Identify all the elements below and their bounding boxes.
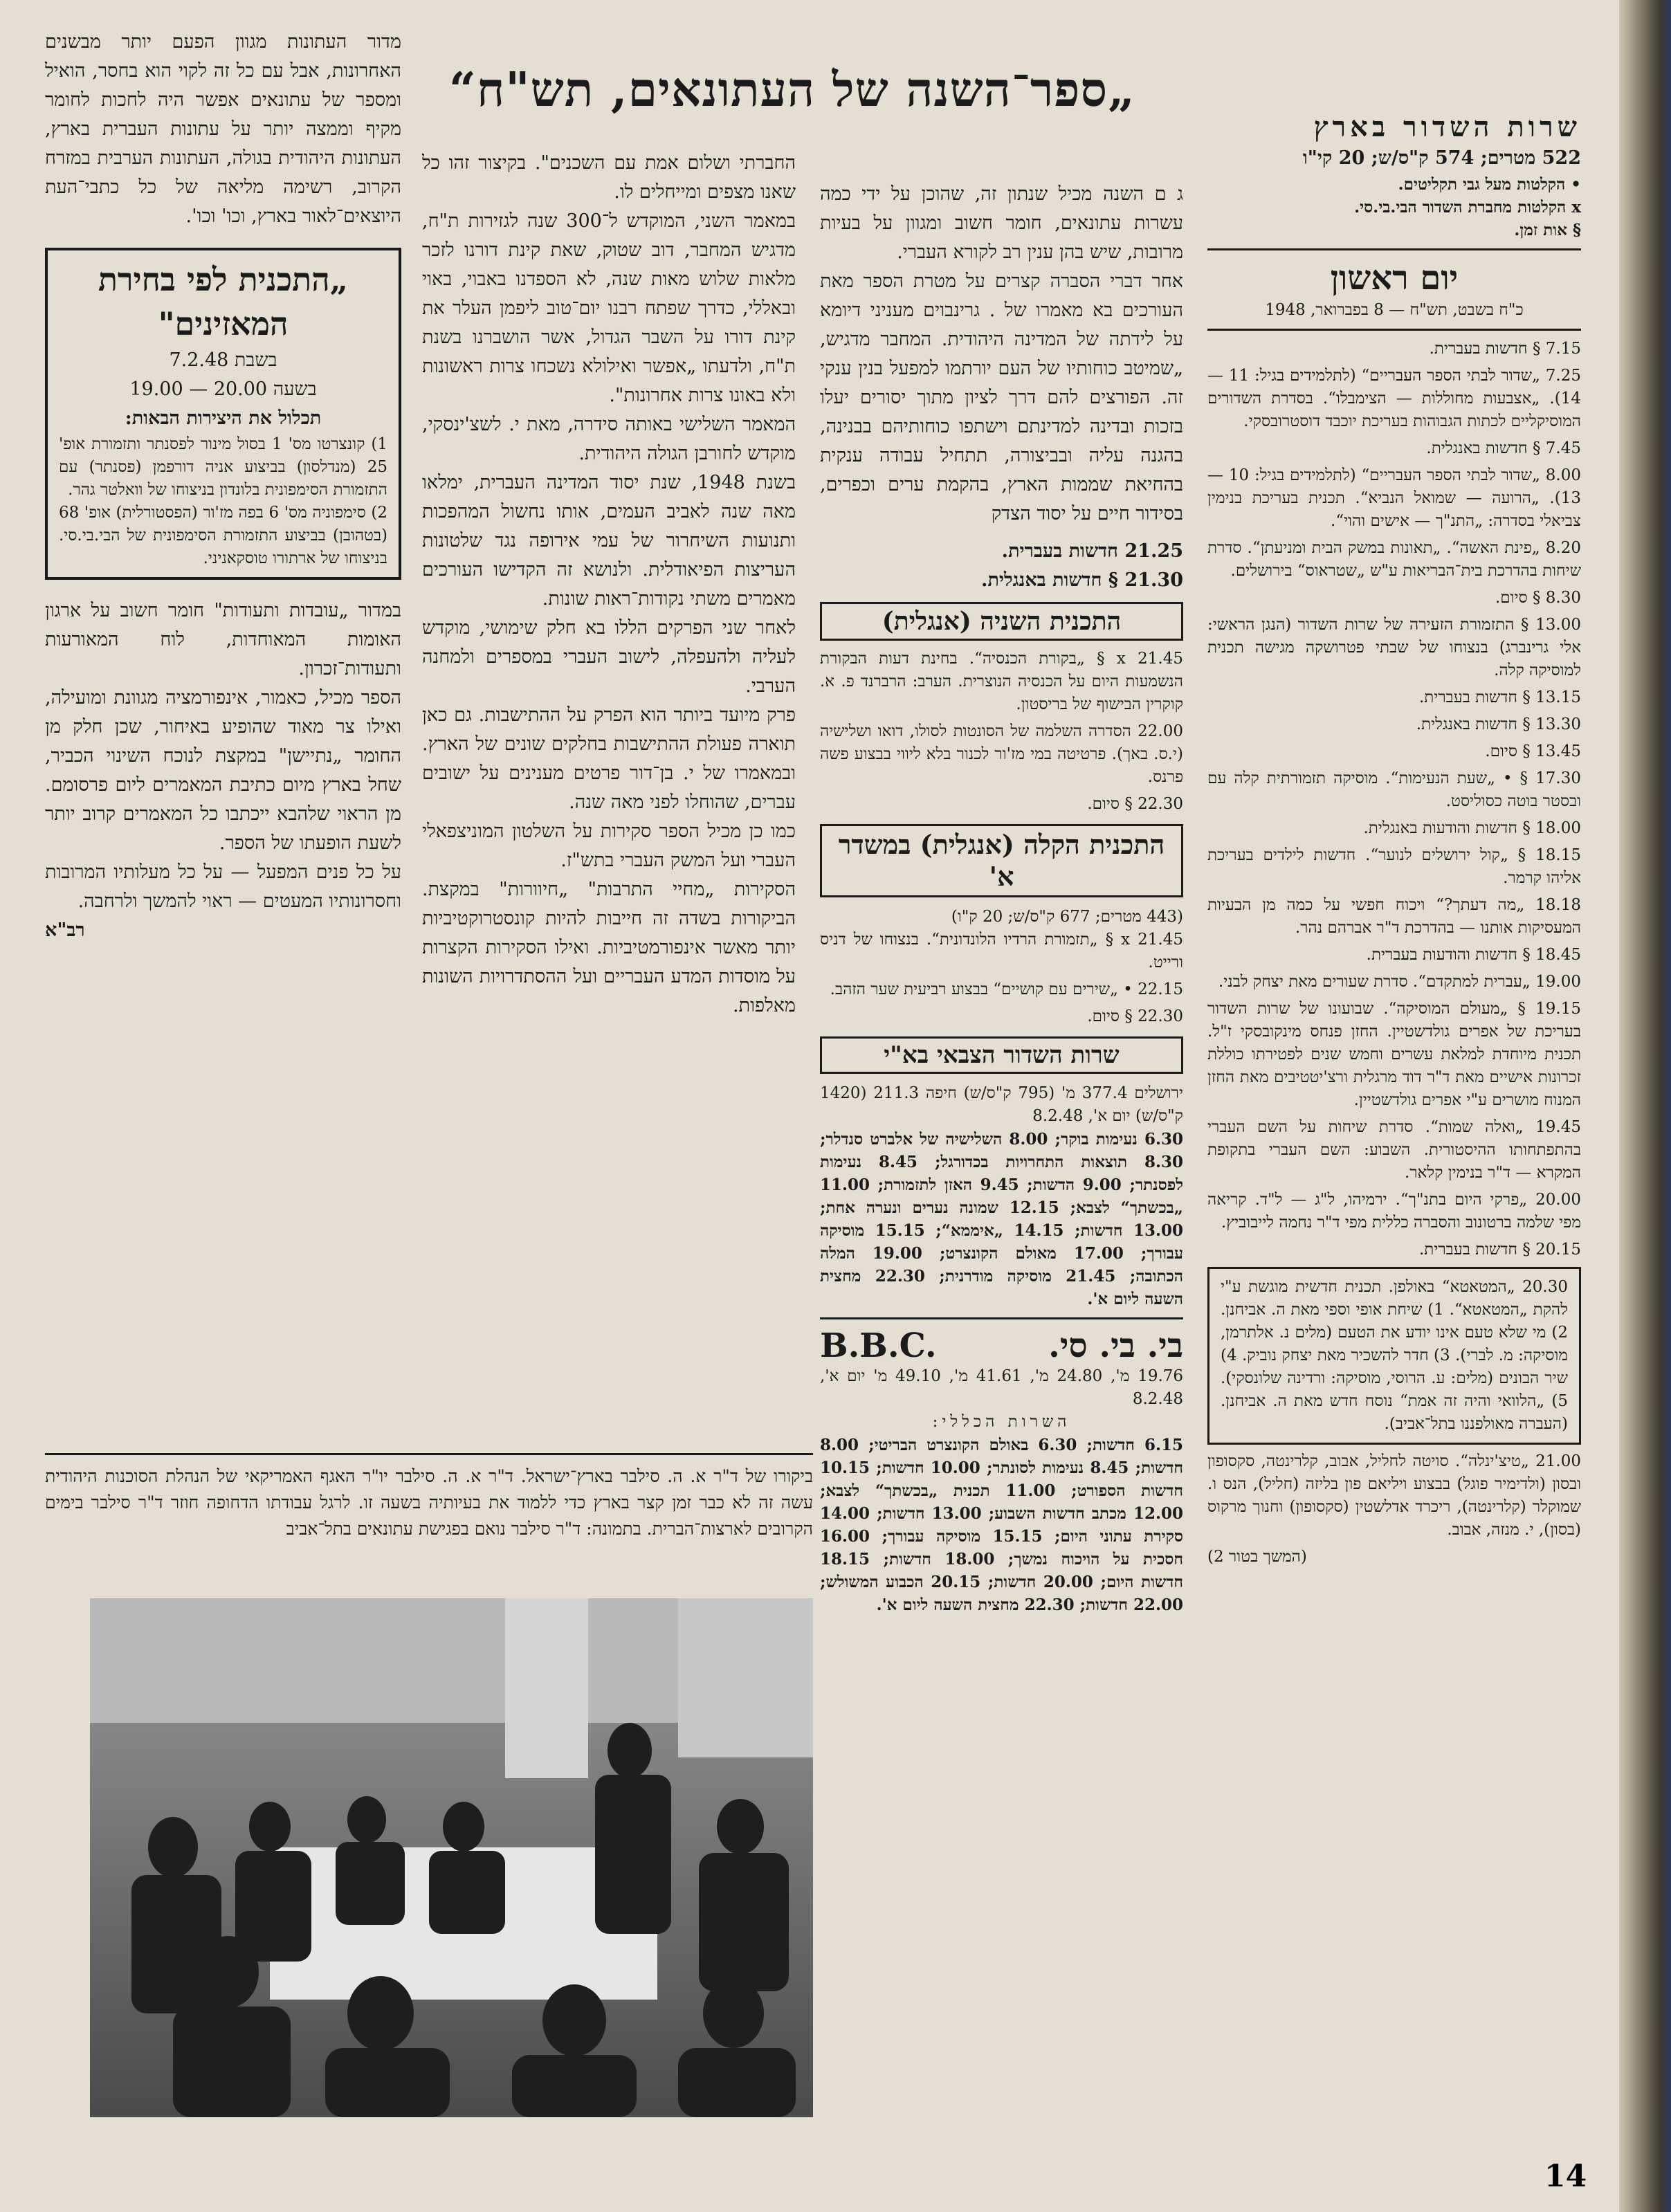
- program-item: 21.45 x § „תזמורת הרדיו הלונדונית“. בנצוחו של דניס ורייט.: [820, 931, 1183, 971]
- book-spine: [1619, 0, 1671, 2212]
- article-paragraph: הסקירות „מחיי התרבות" „חיוורות" במקצת. הביקורות בשדה זה חייבות להיות קונסטרוקטיביות יותר מאשר אינפורמטיביות. ואילו הסקירות הקצרות על מוסדות המדע העבריים ועל ההסתדרויות השונות מאלפות.: [422, 879, 796, 1016]
- program-item: 22.15 • „שירים עם קושיים“ בבצוע רביעית שער הזהב.: [830, 980, 1183, 998]
- army-station-schedule: 6.30 נעימות בוקר; 8.00 השלישיה של אלברט סנדלר; 8.30 תוצאות התחרויות בכדורגל; 8.45 נעימות לפסנתר; 9.00 הדשות; 9.45 האזן לתזמורת; 11.00 „בכשתך“ לצבא; 12.15 שמונה נערים ונערה אחת; 13.00 חדשות; 14.15 „איממא“; 15.15 מוסיקה עבורך; 17.00 מאולם הקונצרט; 19.00 המלה הכתובה; 21.45 מוסיקה מודרנית; 22.30 מחצית השעה ליום א'.: [820, 1130, 1184, 1308]
- schedule-item: 19.45 „ואלה שמות“. סדרת שיחות על השם העברי בהתפתחותו ההיסטורית. השבוע: השם העברי בתקופת המקרא — ד"ר בנימין קלאר.: [1207, 1118, 1581, 1182]
- station-title: שרות השדור בארץ: [1313, 111, 1581, 143]
- listeners-choice-title: „התכנית לפי בחירת המאזינים": [98, 261, 349, 342]
- schedule-item: 19.15 § „מעולם המוסיקה“. שבועונו של שרות השדור בעריכת של אפרים גולדשטיין. החזן פנחס מינקובסקי ז"ל. תכנית מיוחדת למלאת עשרים וחמש שנים לפטירתו כוללת זכרונות אישיים מאת ד"ר דוד מרגלית ורצ'יטטיבים מאת החזן המנוח מושרים ע"י אפרים גולדשטיין.: [1207, 1000, 1581, 1109]
- divider: [820, 1317, 1183, 1319]
- program-item: 21.45 x § „בקורת הכנסיה“. בחינת דעות הבקורת הנשמעות היום על הכנסיה הנוצרית. הערב: הרברנד פ. א. קוקרין הבישוף של בריסטון.: [820, 650, 1183, 713]
- schedule-item: 18.15 § „קול ירושלים לנוער“. חדשות לילדים בעריכת אליהו קרמר.: [1207, 846, 1581, 887]
- listeners-choice-item: 1) קונצרטו מס' 1 בסול מינור לפסנתר ותזמורת אופ' 25 (מנדלסון) בביצוע אניה דורפמן (פסנתר) עם התזמורת הסימפונית בלונדון בניצוחו של וואלטר גהר.: [59, 435, 387, 499]
- article-column-3: [422, 149, 796, 1021]
- light-program-title: התכנית הקלה (אנגלית) במשדר א': [820, 824, 1183, 897]
- schedule-item: 7.45 § חדשות באנגלית.: [1426, 439, 1581, 457]
- day-date: כ"ח בשבט, תש"ח — 8 בפברואר, 1948: [1265, 301, 1524, 319]
- article-paragraph: החברתי ושלום אמת עם השכנים". בקיצור זהו כל שאנו מצפים ומייחלים לו.: [422, 152, 796, 203]
- listeners-choice-time: בשעה 20.00 — 19.00: [129, 378, 317, 400]
- listeners-choice-box: [45, 248, 401, 580]
- schedule-item: 8.30 § סיום.: [1495, 589, 1581, 607]
- divider: [1207, 329, 1581, 331]
- schedule-list: [1207, 338, 1581, 1261]
- page-number: 14: [1544, 2159, 1587, 2194]
- schedule-column: [1207, 111, 1581, 1569]
- bbc-title-hebrew: בי. בי. סי.: [1048, 1326, 1183, 1365]
- article-paragraph: על כל פנים המפעל — על כל מעלותיו המרובות וחסרונותיו המעטים — ראוי להמשך ולרחבה.: [45, 861, 401, 912]
- schedule-item: 17.30 § • „שעת הנעימות“. מוסיקה תזמורתית קלה עם ובסטר בוטה כסוליסט.: [1207, 769, 1581, 810]
- headline: „ספר־השנה של העתונאים, תש"ח“: [448, 62, 1136, 118]
- schedule-item: 20.15 § חדשות בעברית.: [1418, 1241, 1581, 1259]
- listeners-choice-intro: תכלול את היצירות הבאות:: [125, 408, 322, 429]
- schedule-item: 19.00 „עברית למתקדם“. סדרת שעורים מאת יצחק לבני.: [1218, 973, 1581, 991]
- schedule-item: 8.20 „פינת האשה“. „תאונות במשק הבית ומניעתן“. סדרת שיחות בהדרכת בית־הבריאות ע"ש „שטראוס“ בירושלים.: [1207, 539, 1581, 580]
- schedule-item: 18.18 „מה דעתך?“ ויכוח חפשי על כמה מן הבעיות המעסיקות אותנו — בהדרכת ד"ר אברהם נהר.: [1207, 896, 1581, 937]
- photo-caption: ביקורו של ד"ר א. ה. סילבר בארץ־ישראל. ד"ר א. ה. סילבר יו"ר האגף האמריקאי של הנהלת הסוכנות היהודית עשה זה לא כבר זמן קצר בארץ כדי ללמוד את בעיותיה בשעה זו. לרגל עבודתו הדחופה חוזר ד"ר סילבר בימים הקרובים לארצות־הברית. בתמונה: ד"ר סילבר נואם בפגישת עתונאים בתל־אביב: [45, 1453, 813, 1542]
- schedule-item: 13.30 § חדשות באנגלית.: [1416, 715, 1581, 733]
- schedule-item: 18.00 § חדשות והודעות באנגלית.: [1363, 819, 1581, 837]
- legend-bbc: x הקלטות מחברת השדור הבי.בי.סי.: [1354, 198, 1581, 217]
- bbc-header: [820, 1326, 1183, 1365]
- news-item: 21.25 חדשות בעברית.: [1001, 540, 1183, 562]
- article-paragraph: במדור „עובדות ותעודות" חומר חשוב על ארגון האומות המאוחדות, לוח המאורעות ותעודות־זכרון.: [45, 600, 401, 679]
- bbc-title-english: B.B.C.: [820, 1326, 937, 1365]
- article-paragraph: כמו כן מכיל הספר סקירות על השלטון המוניצפאלי העברי ועל המשק העברי בתש"ז.: [422, 821, 796, 871]
- article-paragraph: הספר מכיל, כאמור, אינפורמציה מגוונת ומועילה, ואילו צר מאוד שהופיע באיחור, שכן חלק מן החומר „נתיישן" במקצת לנוכח השינוי הכביר, שחל בארץ מיום כתיבת המאמרים ליום פרסומם. מן הראוי שלהבא ייכתבו כל המאמרים קרוב יותר לשעת הופעתו של הספר.: [45, 687, 401, 854]
- article-paragraph: פרק מיועד ביותר הוא הפרק על ההתישבות. גם כאן תוארה פעולת ההתישבות בחלקים שונים של הארץ. ובמאמרו של י. בן־דור פרטים מענינים על ישובים עברים, שהוחלו לפני מאה שנה.: [422, 704, 796, 813]
- article-column-2: [820, 180, 1183, 1616]
- army-station-info: ירושלים 377.4 מ' (795 ק"ס/ש) חיפה 211.3 (1420 ק"ס/ש) יום א', 8.2.48: [820, 1084, 1183, 1125]
- article-paragraph: במאמר השני, המוקדש ל־300 שנה לגזירות ת"ח, מדגיש המחבר, דוב שטוק, שאת קינת דורנו לזכר מלאות שלוש מאות שנה, לא הספדנו באבוי, באוי ובאללי, כדרך שפתח רבנו יום־טוב ליפמן העלר את קינת דורו על השבר הגדול, אשר הושברנו בשנת ת"ח, ולדעתו „אפשר ואילולא נשכחו צרות ראשונות ולא באונו צרות אחרונות".: [422, 210, 796, 406]
- listeners-choice-date: בשבת 7.2.48: [169, 349, 277, 371]
- bbc-general: השרות הכללי:: [932, 1413, 1071, 1431]
- article-paragraph: בשנת 1948, שנת יסוד המדינה העברית, ימלאו מאה שנה לאביב העמים, אותו נחשול המהפכות ותנועות השיחרור של עמי אירופה נגד שלטונות העריצות הפיאודלית. ולנושא זה הקדישו העורכים מאמרים משתי נקודות־ראות שונות.: [422, 472, 796, 610]
- article-paragraph: המאמר השלישי באותה סידרה, מאת י. לשצ'ינסקי, מוקדש לחורבן הגולה היהודית.: [422, 414, 796, 464]
- schedule-item: 13.00 § התזמורת הזעירה של שרות השדור (הנגן הראשי: אלי גרינברג) בנצוחו של שבתי פטרושקה מגישה תכנית למוסיקה קלה.: [1207, 616, 1581, 679]
- boxed-program: 20.30 „המטאטא“ באולפן. תכנית חדשית מוגשת ע"י להקת „המטאטא“. 1) שיחת אופי וספי מאת ה. אביחנן. 2) מי שלא טעם אינו יודע את הטעם (מלים נ. אלתרמן, מוסיקה: מ. לברי). 3) חדר להשכיר מאת יצחק נוביק. 4) שיר הבונים (מלים: ע. הרוסי, מוסיקה: ורדינה שלונסקי). 5) „הלוואי והיה זה אמת“ נוסח חדש מאת ה. אביחנן. (העברה מאולפננו בתל־אביב).: [1207, 1267, 1581, 1445]
- article-column-4: [45, 28, 401, 945]
- army-station-title: שרות השדור הצבאי בא"י: [820, 1036, 1183, 1074]
- schedule-item: 7.25 „שדור לבתי הספר העבריים“ (לתלמידים בגיל: 11 — 14). „אצבעות מחוללות — הצימבלו“. בסדרת השדורים המוסיקליים לכתות הגבוהות בעריכת יוכבד דוסטרובסקי.: [1207, 367, 1581, 430]
- bbc-info: 19.76 מ', 24.80 מ', 41.61 מ', 49.10 מ' יום א', 8.2.48: [820, 1367, 1184, 1408]
- divider: [1207, 248, 1581, 250]
- press-conference-photo: [90, 1598, 813, 2117]
- legend-records: • הקלטות מעל גבי תקליטים.: [1398, 175, 1581, 194]
- schedule-item: 20.00 „פרקי היום בתנ"ך“. ירמיהו, ל"ג — ל"ד. קריאה מפי שלמה ברטונוב והסברה כללית מפי ד"ר נחמה לייבוביץ.: [1207, 1191, 1581, 1232]
- schedule-item: 7.15 § חדשות בעברית.: [1429, 340, 1581, 358]
- station-info: 522 מטרים; 574 ק"ס/ש; 20 קי"ו: [1302, 147, 1581, 169]
- listeners-choice-item: 2) סימפוניה מס' 6 בפה מז'ור (הפסטורלית) אופ' 68 (בטהובן) בביצוע התזמורת הסימפונית של הבי.בי.סי. בניצוחו של ארתורו טוסקאניני.: [59, 504, 387, 567]
- article-paragraph: לאחר שני הפרקים הללו בא חלק שימושי, מוקדש לעליה ולהעפלה, לישוב העברי במספרים ולמחנה הערבי.: [422, 617, 796, 697]
- article-paragraph: אחר דברי הסברה קצרים על מטרת הספר מאת העורכים בא מאמרו של . גרינבוים מעניני דיומא על לידתה של המדינה היהודית. המחבר מדגיש, „שמיטב כוחותיו של העם יורתמו למפעל בנין ענקי זה. הפורצים להם דרך לציון מתוך יסורים יעלו בזכות ובדינה למדינתם וישתפו כוחותיהם בבנינה, בהגנה עליה ובביצורה, תתחיל עבודה ענקית בהחיאת שממות הארץ, בהקמת ערים וכפרים, בסידור חיים על יסוד הצדק: [820, 271, 1183, 524]
- continued-note: (המשך בטור 2): [1207, 1548, 1307, 1566]
- article-intro: ג ם השנה מכיל שנתון זה, שהוכן על ידי כמה עשרות עתונאים, חומר חשוב ומגוון על בעיות מרובות, שיש בהן ענין רב לקורא העברי.: [820, 183, 1183, 263]
- news-item: 21.30 § חדשות באנגלית.: [981, 569, 1183, 591]
- program-item: 22.30 § סיום.: [1087, 1007, 1183, 1025]
- program-item: 22.00 הסדרה השלמה של הסונטות לסולו, דואו ושלישיה (י.ס. באך). פרטיטה במי מז'ור לכנור בלא ליווי בבצוע פשה פרנס.: [820, 722, 1183, 786]
- second-program-title: התכנית השניה (אנגלית): [820, 602, 1183, 641]
- program-item: 22.30 § סיום.: [1087, 795, 1183, 813]
- legend-time-signal: § אות זמן.: [1514, 221, 1581, 239]
- schedule-item: 13.45 § סיום.: [1485, 742, 1581, 760]
- schedule-item: 8.00 „שדור לבתי הספר העבריים“ (לתלמידים בגיל: 10 — 13). „הרועה — שמואל הנביא“. תכנית בעריכת בנימין צביאלי בסדרה: „התנ"ך — אישים והוי“.: [1207, 466, 1581, 530]
- bbc-schedule: 6.15 חדשות; 6.30 באולם הקונצרט הבריטי; 8.00 חדשות; 8.45 נעימות לסונתר; 10.00 חדשות; 10.15 חדשות הספורט; 11.00 תכנית „בכשתך“ לצבא; 12.00 מכתב חדשות השבוע; 13.00 חדשות; 14.00 סקירת עתוני היום; 15.15 מוסיקה עבורך; 16.00 חסכית על הויכוח נמשך; 18.00 חדשות; 18.15 חדשות היום; 20.00 חדשות; 20.15 הכבוע המשולש; 22.00 חדשות; 22.30 מחצית השעה ליום א'.: [820, 1436, 1184, 1614]
- schedule-item: 13.15 § חדשות בעברית.: [1418, 688, 1581, 706]
- schedule-item: 18.45 § חדשות והודעות בעברית.: [1366, 946, 1581, 964]
- article-paragraph: מדור העתונות מגוון הפעם יותר מבשנים האחרונות, אבל עם כל זה לקוי הוא בחסר, הואיל ומספר של עתונאים אפשר היה לחכות לחומר מקיף וממצה יותר על עתונות העברית בארץ, העתונות היהודית בגולה, העתונות הערבית במזרח הקרוב, רשימה מליאה של כל כתבי־העת היוצאים־לאור בארץ, וכו' וכו'.: [45, 31, 401, 227]
- light-program-info: (443 מטרים; 677 ק"ס/ש; 20 ק"ו): [951, 908, 1183, 926]
- photo-illustration: [90, 1598, 813, 2117]
- author-signature: רב"א: [45, 920, 85, 941]
- day-title: יום ראשון: [1330, 259, 1459, 298]
- schedule-item: 21.00 „טיצ'ינלה“. סויטה לחליל, אבוב, קלרינטה, סקסופון ובסון (ולדימיר פוגל) בבצוע ויליאם פון בליזה (חליל), הנס ו. שמוקלר (קלרינטה), ריכרד אדלשטין (סקסופון) וחנוך מרקוס (בסון), י. מנזה, אבוב.: [1207, 1452, 1581, 1539]
